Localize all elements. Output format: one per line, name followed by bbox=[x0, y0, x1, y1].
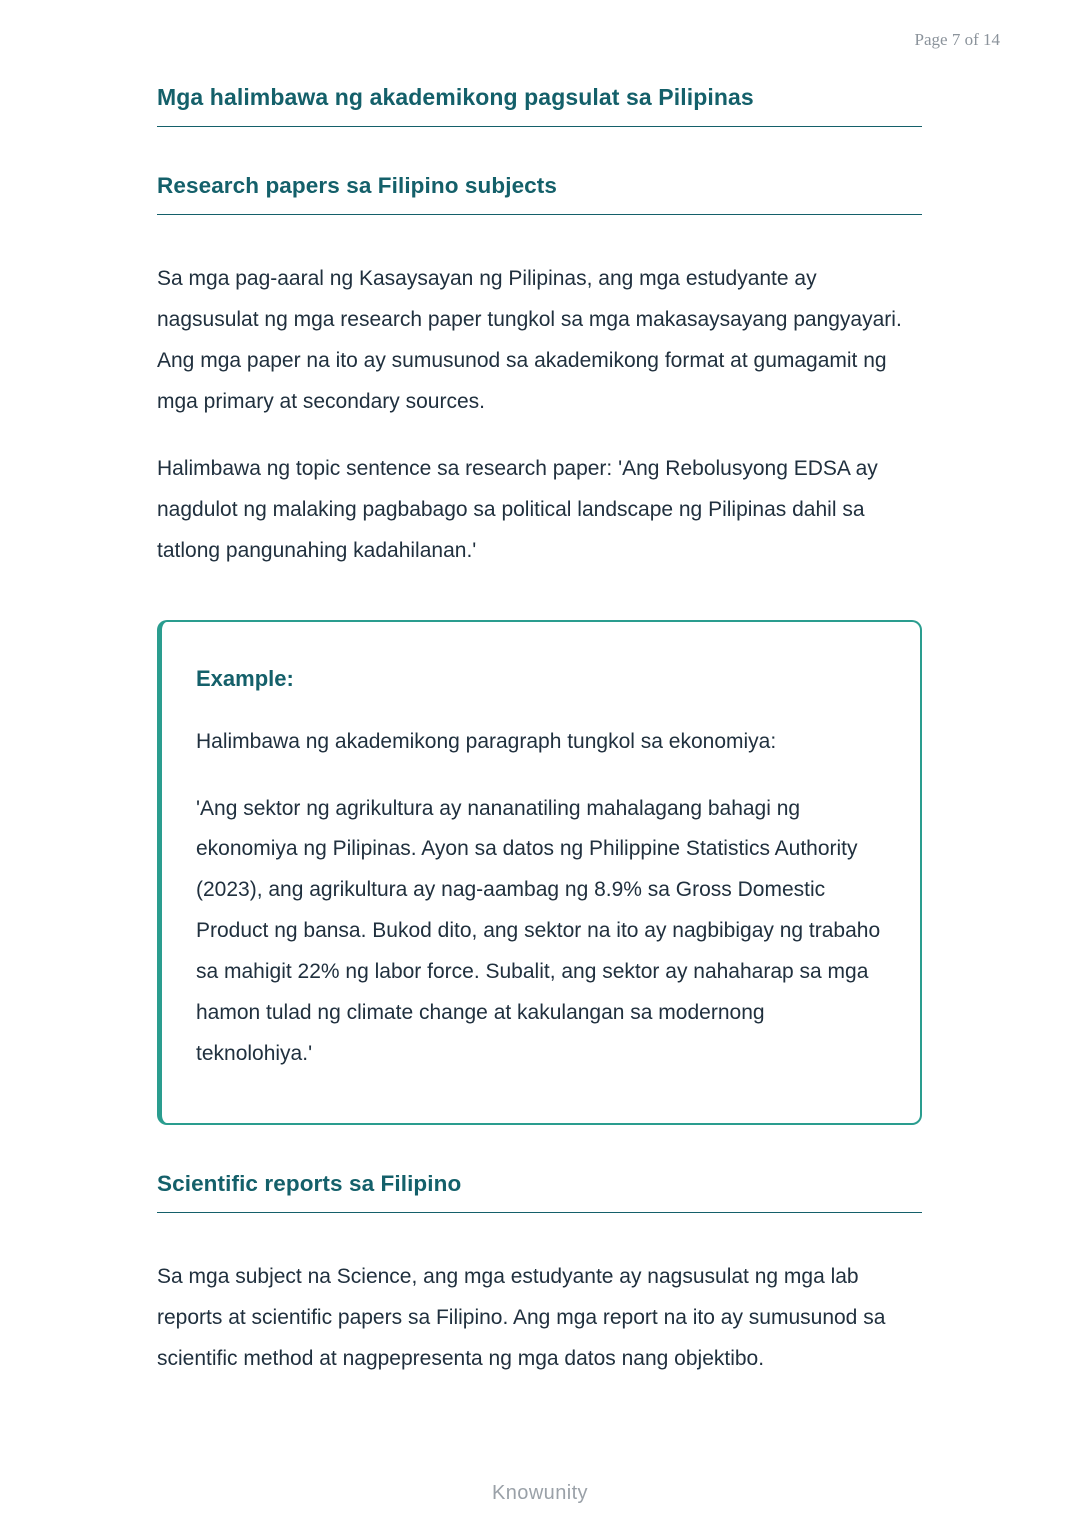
paragraph: Halimbawa ng topic sentence sa research paper: 'Ang Rebolusyong EDSA ay nagdulot ng malaking pagbabago sa political landscape ng Pilipinas dahil sa tatlong pangunahing kadahilanan.' bbox=[157, 456, 878, 562]
section-scientific-reports bbox=[157, 1171, 922, 1380]
page-number-indicator: Page 7 of 14 bbox=[914, 30, 1000, 49]
paragraph: Sa mga subject na Science, ang mga estudyante ay nagsusulat ng mga lab reports at scientific papers sa Filipino. Ang mga report na ito ay sumusunod sa scientific method at nagpepresenta ng mga datos nang objektibo. bbox=[157, 1265, 886, 1370]
example-box bbox=[157, 620, 922, 1126]
footer-brand: Knowunity bbox=[492, 1482, 588, 1504]
section-heading-scientific-reports: Scientific reports sa Filipino bbox=[157, 1171, 922, 1213]
paragraph: Sa mga pag-aaral ng Kasaysayan ng Pilipinas, ang mga estudyante ay nagsusulat ng mga research paper tungkol sa mga makasaysayang pangyayari. Ang mga paper na ito ay sumusunod sa akademikong format at gumagamit ng mga primary at secondary sources. bbox=[157, 267, 902, 413]
example-box-label: Example: bbox=[196, 665, 294, 691]
example-paragraph: Halimbawa ng akademikong paragraph tungkol sa ekonomiya: bbox=[196, 729, 777, 753]
section-research-papers bbox=[157, 173, 922, 1125]
section-heading-research-papers: Research papers sa Filipino subjects bbox=[157, 173, 922, 215]
document-title: Mga halimbawa ng akademikong pagsulat sa Pilipinas bbox=[157, 84, 922, 127]
example-paragraph: 'Ang sektor ng agrikultura ay nananatiling mahalagang bahagi ng ekonomiya ng Pilipinas. Ayon sa datos ng Philippine Statistics Authority (2023), ang agrikultura ay nag-aambag ng 8.9% sa Gross Domestic Product ng bansa. Bukod dito, ang sektor na ito ay nagbibigay ng trabaho sa mahigit 22% ng labor force. Subalit, ang sektor ay nahaharap sa mga hamon tulad ng climate change at kakulangan sa modernong teknolohiya.' bbox=[196, 796, 881, 1066]
